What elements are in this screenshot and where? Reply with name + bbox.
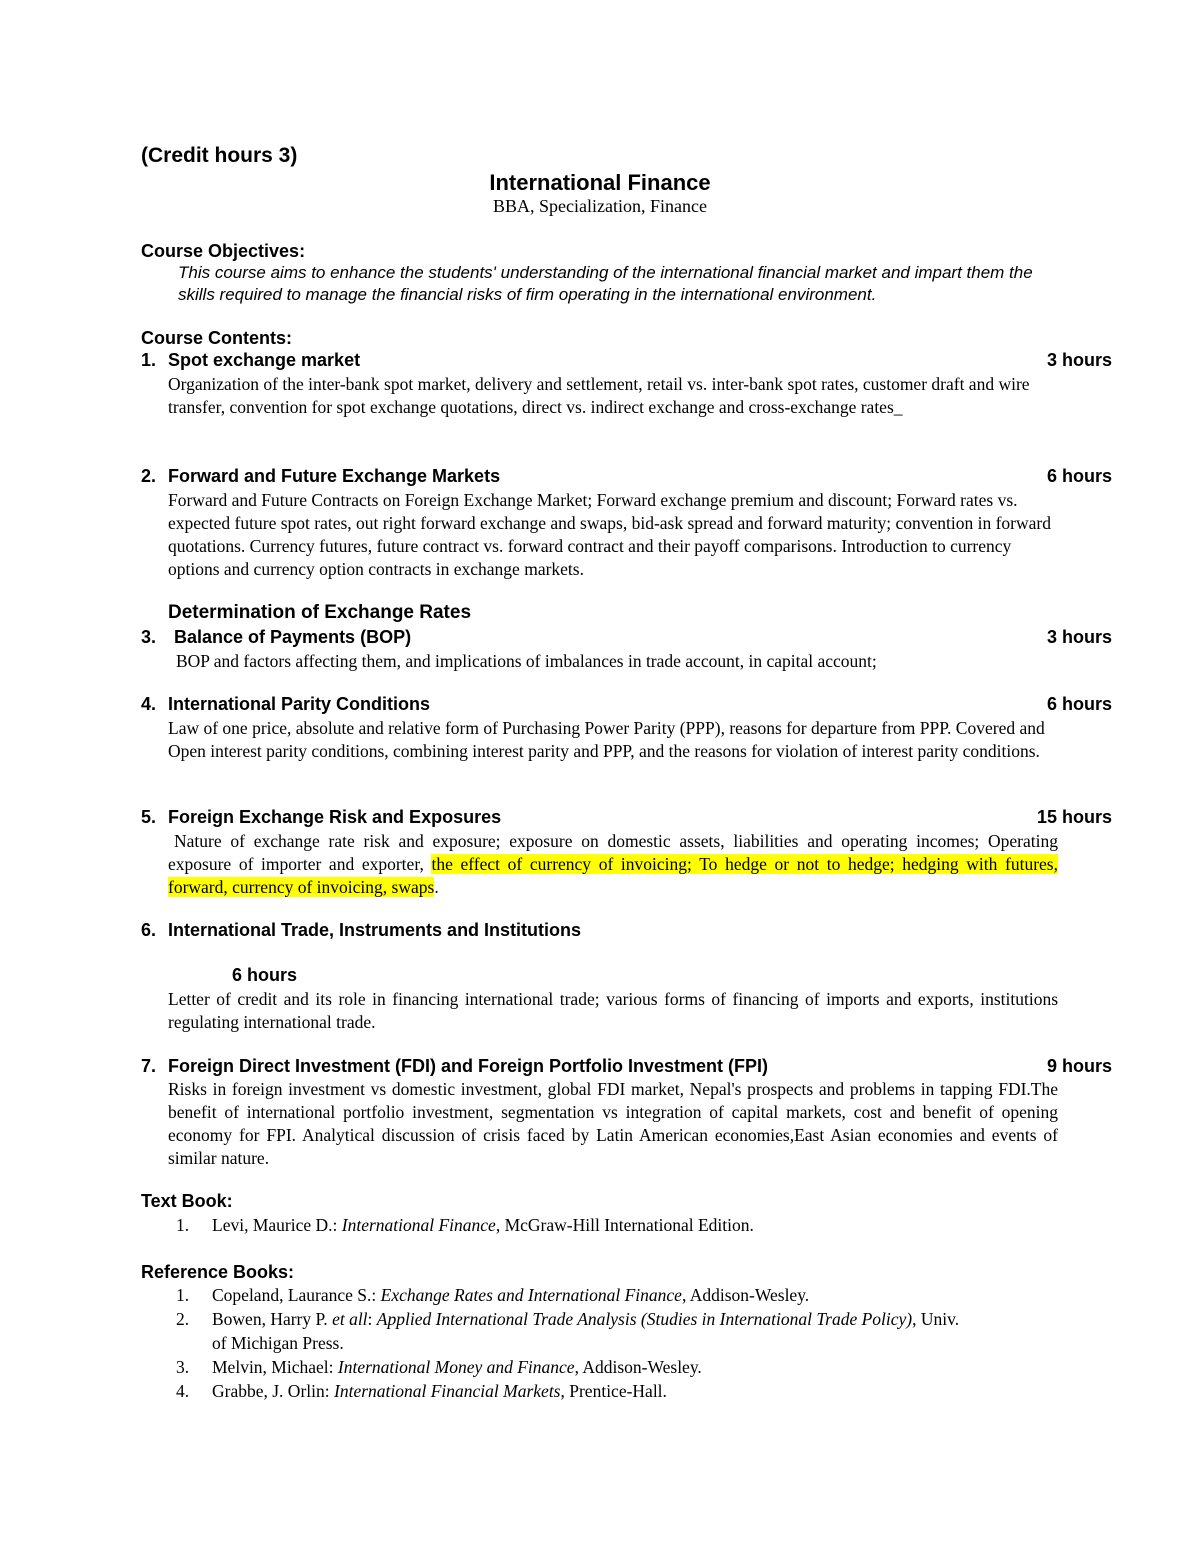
book-title: International Finance [341, 1215, 496, 1235]
item-title: International Trade, Instruments and Institutions [168, 920, 582, 940]
item-title: Forward and Future Exchange Markets [168, 466, 501, 486]
item-description: Letter of credit and its role in financing international trade; various forms of financing of imports and exports, institutions regulating international trade. [168, 989, 1058, 1032]
book-number: 1. [176, 1215, 190, 1235]
item-number: 5. [141, 807, 157, 827]
book-author: Grabbe, J. Orlin: [212, 1381, 334, 1401]
book-number: 1. [176, 1285, 190, 1305]
book-author-sep: : [367, 1309, 377, 1329]
book-number: 3. [176, 1357, 190, 1377]
item-description [168, 830, 1058, 899]
item-number: 3. [141, 627, 157, 647]
item-description: BOP and factors affecting them, and implications of imbalances in trade account, in capital account; [176, 651, 877, 671]
book-entry [212, 1285, 809, 1306]
book-author-etal: et all [332, 1309, 368, 1329]
book-number: 4. [176, 1381, 190, 1401]
item-hours: 15 hours [1036, 807, 1112, 827]
item-hours: 3 hours [1046, 627, 1112, 647]
book-entry [212, 1215, 754, 1236]
page-title: International Finance [489, 170, 711, 195]
book-title: International Money and Finance [337, 1357, 575, 1377]
book-title: International Financial Markets [334, 1381, 561, 1401]
item-hours: 6 hours [232, 965, 298, 985]
book-author: Levi, Maurice D.: [212, 1215, 342, 1235]
section-heading: Determination of Exchange Rates [168, 602, 472, 623]
item-number: 1. [141, 350, 157, 370]
description-text: Nature of exchange rate risk and exposure; exposure on domestic assets, liabilities and operating incomes; Operating exposure of importer and exporter, [168, 831, 1058, 874]
highlighted-text: the effect of currency of invoicing; To hedge or not to hedge; hedging with futures, forward, currency of invoicing, swaps [168, 854, 1058, 897]
book-entry [212, 1381, 667, 1402]
contents-heading: Course Contents: [141, 328, 293, 348]
book-publisher: , Addison-Wesley. [574, 1357, 702, 1377]
book-title: Applied International Trade Analysis (Studies in International Trade Policy) [376, 1309, 913, 1329]
item-title: International Parity Conditions [168, 694, 431, 714]
item-title: Foreign Exchange Risk and Exposures [168, 807, 502, 827]
book-entry [212, 1309, 959, 1330]
page-subtitle: BBA, Specialization, Finance [493, 196, 707, 216]
item-title: Spot exchange market [168, 350, 361, 370]
reference-heading: Reference Books: [141, 1262, 295, 1282]
objectives-heading: Course Objectives: [141, 241, 306, 261]
book-entry [212, 1357, 702, 1378]
textbook-heading: Text Book: [141, 1191, 233, 1211]
credit-hours: (Credit hours 3) [141, 144, 298, 167]
item-hours: 3 hours [1046, 350, 1112, 370]
objectives-text: This course aims to enhance the students' understanding of the international financial market and impart them the skills required to manage the financial risks of firm operating in the international environment. [178, 263, 1033, 304]
book-author: Melvin, Michael: [212, 1357, 338, 1377]
item-hours: 9 hours [1046, 1056, 1112, 1076]
item-number: 2. [141, 466, 157, 486]
book-publisher: , Addison-Wesley. [681, 1285, 810, 1305]
description-end: . [434, 877, 439, 897]
book-number: 2. [176, 1309, 190, 1329]
book-publisher-cont: of Michigan Press. [212, 1333, 344, 1353]
item-description: Law of one price, absolute and relative form of Purchasing Power Parity (PPP), reasons for departure from PPP. Covered and Open interest parity conditions, combining interest parity and PPP, and the reasons for violation of interest parity conditions. [168, 718, 1045, 761]
book-publisher: , Univ. [912, 1309, 960, 1329]
item-title: Balance of Payments (BOP) [174, 627, 412, 647]
item-title: Foreign Direct Investment (FDI) and Foreign Portfolio Investment (FPI) [168, 1056, 769, 1076]
item-description: Organization of the inter-bank spot market, delivery and settlement, retail vs. inter-bank spot rates, customer draft and wire transfer, convention for spot exchange quotations, direct vs. indirect exchange and cross-exchange rates_ [168, 374, 1030, 417]
item-number: 7. [141, 1056, 157, 1076]
book-title: Exchange Rates and International Finance [380, 1285, 682, 1305]
item-description: Risks in foreign investment vs domestic investment, global FDI market, Nepal's prospects and problems in tapping FDI.The benefit of international portfolio investment, segmentation vs integration of capital markets, cost and benefit of opening economy for FPI. Analytical discussion of crisis faced by Latin American economies,East Asian economies and events of similar nature. [168, 1079, 1058, 1168]
item-number: 6. [141, 920, 157, 940]
item-description: Forward and Future Contracts on Foreign Exchange Market; Forward exchange premium and discount; Forward rates vs. expected future spot rates, out right forward exchange and swaps, bid-ask spread and forward maturity; convention in forward quotations. Currency futures, future contract vs. forward contract and their payoff comparisons. Introduction to currency options and currency option contracts in exchange markets. [168, 490, 1051, 579]
book-publisher: , Prentice-Hall. [560, 1381, 667, 1401]
item-hours: 6 hours [1046, 466, 1112, 486]
book-author: Copeland, Laurance S.: [212, 1285, 381, 1305]
book-publisher: , McGraw-Hill International Edition. [495, 1215, 754, 1235]
item-hours: 6 hours [1046, 694, 1112, 714]
item-number: 4. [141, 694, 157, 714]
book-author: Bowen, Harry P. [212, 1309, 333, 1329]
